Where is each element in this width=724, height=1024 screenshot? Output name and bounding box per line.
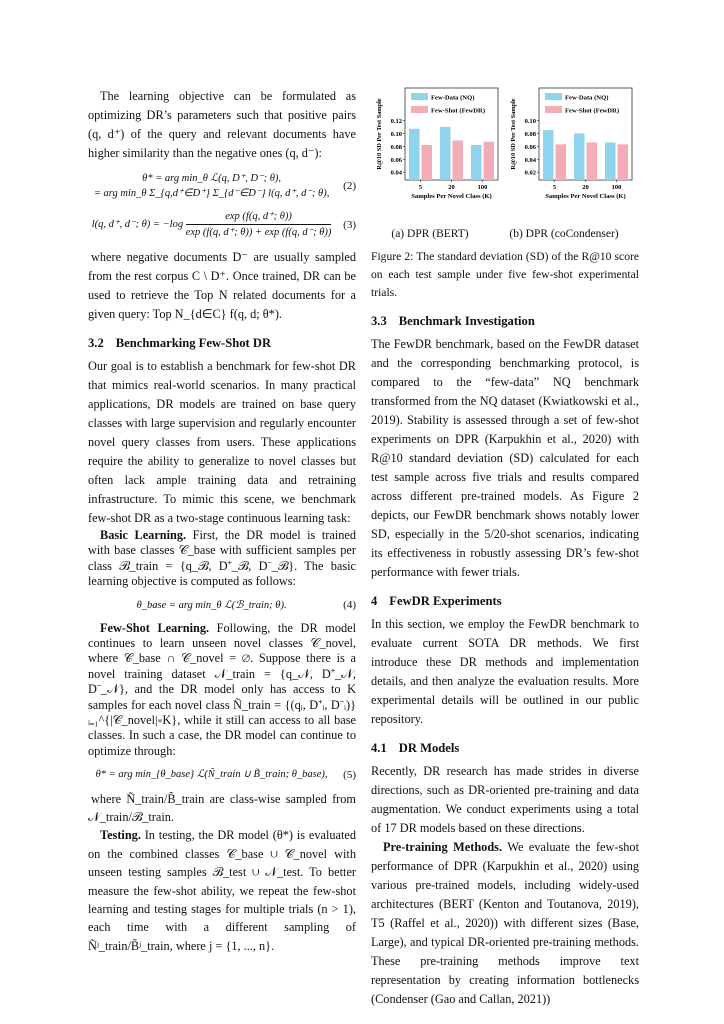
equation-4-number: (4) bbox=[343, 599, 356, 612]
equation-5-number: (5) bbox=[343, 768, 356, 781]
y-tick-label: 0.04 bbox=[390, 169, 402, 177]
section-number: 3.3 bbox=[371, 314, 387, 328]
section-4-1-heading bbox=[371, 741, 639, 756]
benchmark-investigation-paragraph: The FewDR benchmark, based on the FewDR dataset and the corresponding benchmarking protocol, is compared to the “few-data” NQ benchmark transformed from the NQ dataset (Kwiatkowski et al., 2019). Stability is assessed through a set of few-shot experiments on DPR (Karpukhin et al., 2020) with R@10 standard deviation (SD) calculated for each test sample across five trials and results compared across different pre-trained models. As Figure 2 depicts, our FewDR benchmark shows notably lower SD, especially in the 5/20-shot scenarios, indicating its effectiveness in robustly assessing DR’s few-shot performance with fewer trials. bbox=[371, 337, 639, 579]
goal-paragraph: Our goal is to establish a benchmark for few-shot DR that mimics real-world scenarios. In many practical applications, DR models are trained on base query classes with large supervision and regularly encounter novel query classes from users. These applications require the ability to generalize to novel classes but often lack ample training data and retraining infrastructure. To mimic this scene, we benchmark few-shot DR as a two-stage continuous learning task: bbox=[88, 359, 356, 525]
experiments-intro-paragraph: In this section, we employ the FewDR benchmark to evaluate current SOTA DR methods. We first introduce these DR methods and implementation details, and then analyze the evaluation results. More experimental details will be outlined in our public repository. bbox=[371, 617, 639, 726]
testing-paragraph bbox=[88, 826, 356, 955]
bar-few-shot-fewdr--100 bbox=[618, 144, 629, 180]
x-axis-label: Samples Per Novel Class (K) bbox=[411, 193, 492, 200]
subfigure-caption-b: (b) DPR (coCondenser) bbox=[509, 228, 619, 240]
few-shot-learning-paragraph bbox=[88, 621, 356, 760]
subfigure-captions bbox=[371, 228, 639, 240]
y-axis-label: R@10 SD Per Test Sample bbox=[376, 98, 383, 170]
section-title: FewDR Experiments bbox=[389, 594, 502, 608]
pretraining-methods-text: We evaluate the few-shot performance of DPR (Karpukhin et al., 2020) using various pre-trained models, including widely-used architectures (BERT (Kenton and Toutanova, 2019), T5 (Raffel et al., 2020)) with different sizes (Base, Large), and typical DR-oriented pre-training methods. These pre-training methods improve text representation by creating information bottlenecks (Condenser (Gao and Callan, 2021)) bbox=[371, 840, 639, 1006]
equation-4 bbox=[88, 598, 356, 613]
testing-heading: Testing. bbox=[100, 828, 141, 843]
figure-2 bbox=[371, 84, 639, 224]
subfigure-caption-a: (a) DPR (BERT) bbox=[391, 228, 469, 240]
equation-3-denominator: exp (f(q, d⁺; θ)) + exp (f(q, d⁻; θ)) bbox=[185, 227, 332, 238]
y-tick-label: 0.08 bbox=[390, 143, 402, 151]
section-4-heading bbox=[371, 594, 639, 609]
x-tick-label: 100 bbox=[477, 184, 488, 191]
left-column bbox=[88, 87, 356, 955]
basic-learning-heading: Basic Learning. bbox=[100, 528, 187, 542]
equation-2-body bbox=[88, 171, 335, 201]
legend-swatch bbox=[545, 93, 562, 100]
legend-swatch bbox=[545, 106, 562, 113]
right-column bbox=[371, 84, 639, 1009]
bar-chart-dpr-bert bbox=[371, 84, 505, 209]
figure-2-caption: Figure 2: The standard deviation (SD) of the R@10 score on each test sample under five few-shot experimental trials. bbox=[371, 250, 639, 299]
testing-text: In testing, the DR model (θ*) is evaluated on the combined classes 𝒞_base ∪ 𝒞_novel with unseen testing samples ℬ_test ∪ 𝒩_test. To better measure the few-shot ability, we repeat the few-shot learning and testing stages for multiple trials (n > 1), each time with a different sampling of Ñʲ_train/B̃ʲ_train, where j = {1, ..., n}. bbox=[88, 828, 356, 953]
bar-few-shot-fewdr--20 bbox=[587, 142, 598, 180]
x-tick-label: 100 bbox=[611, 184, 622, 191]
x-tick-label: 5 bbox=[418, 184, 423, 191]
y-tick-label: 0.02 bbox=[524, 169, 536, 177]
y-tick-label: 0.10 bbox=[390, 130, 402, 138]
equation-2-line2: = arg min_θ Σ_{q,d⁺∈D⁺} Σ_{d⁻∈D⁻} l(q, d⁺, d⁻; θ), bbox=[93, 188, 330, 199]
legend-label: Few-Data (NQ) bbox=[565, 94, 609, 102]
section-title: Benchmark Investigation bbox=[398, 314, 535, 328]
pretraining-methods-paragraph bbox=[371, 838, 639, 1009]
y-tick-label: 0.06 bbox=[390, 156, 402, 164]
equation-4-body: θ_base = arg min_θ ℒ(ℬ_train; θ). bbox=[136, 599, 287, 611]
x-tick-label: 20 bbox=[582, 184, 589, 191]
bar-few-shot-fewdr--100 bbox=[484, 142, 495, 180]
dr-models-paragraph: Recently, DR research has made strides in diverse directions, such as DR-oriented pre-training and data augmentation. We conduct experiments using a total of 17 DR models based on these directions. bbox=[371, 764, 639, 835]
bar-few-shot-fewdr--5 bbox=[422, 145, 433, 180]
negative-docs-paragraph: where negative documents D⁻ are usually sampled from the rest corpus C \ D⁺. Once trained, DR can be used to retrieve the Top N related documents for a given query: Top N_{d∈C} f(q, d; θ*). bbox=[88, 250, 356, 321]
y-axis-label: R@10 SD Per Test Sample bbox=[510, 98, 517, 170]
equation-3-body bbox=[88, 209, 335, 240]
equation-3-lhs: l(q, d⁺, d⁻; θ) = −log bbox=[91, 219, 184, 230]
section-3-3-heading bbox=[371, 314, 639, 329]
bar-chart-dpr-cocondenser bbox=[505, 84, 639, 209]
section-number: 4 bbox=[371, 594, 378, 608]
basic-learning-text: First, the DR model is trained with base classes 𝒞_base with sufficient samples per class ℬ_train = {q_ℬ, D⁺_ℬ, D⁻_ℬ}. The basic learning objective is computed as follows: bbox=[88, 528, 356, 589]
section-title: Benchmarking Few-Shot DR bbox=[115, 336, 272, 350]
bar-few-data-nq--5 bbox=[543, 130, 554, 180]
legend-swatch bbox=[411, 93, 428, 100]
section-3-2-heading bbox=[88, 336, 356, 351]
legend-label: Few-Shot (FewDR) bbox=[431, 107, 486, 115]
bar-few-data-nq--20 bbox=[440, 127, 451, 180]
x-tick-label: 5 bbox=[552, 184, 557, 191]
equation-5-body: θ* = arg min_{θ_base} ℒ(Ñ_train ∪ B̃_train; θ_base), bbox=[95, 769, 328, 781]
bar-few-data-nq--100 bbox=[471, 145, 482, 180]
bar-few-shot-fewdr--5 bbox=[556, 144, 567, 180]
equation-2-line1: θ* = arg min_θ ℒ(q, D⁺, D⁻; θ), bbox=[142, 173, 281, 184]
equation-5 bbox=[88, 767, 356, 782]
sampling-paragraph: where Ñ_train/B̃_train are class-wise sampled from 𝒩_train/ℬ_train. bbox=[88, 792, 356, 825]
x-tick-label: 20 bbox=[448, 184, 455, 191]
pretraining-methods-heading: Pre-training Methods. bbox=[383, 840, 503, 854]
bar-few-data-nq--20 bbox=[574, 133, 585, 180]
y-tick-label: 0.06 bbox=[524, 143, 536, 151]
section-title: DR Models bbox=[398, 741, 460, 755]
bar-few-data-nq--100 bbox=[605, 142, 616, 180]
few-shot-learning-heading: Few-Shot Learning. bbox=[100, 620, 210, 635]
y-tick-label: 0.12 bbox=[390, 117, 402, 125]
bar-few-shot-fewdr--20 bbox=[453, 140, 464, 180]
section-number: 4.1 bbox=[371, 741, 387, 755]
legend-swatch bbox=[411, 106, 428, 113]
x-axis-label: Samples Per Novel Class (K) bbox=[545, 193, 626, 200]
equation-3-numerator: exp (f(q, d⁺; θ)) bbox=[186, 209, 332, 225]
basic-learning-paragraph bbox=[88, 528, 356, 590]
bar-few-data-nq--5 bbox=[409, 129, 420, 180]
y-tick-label: 0.10 bbox=[524, 117, 536, 125]
y-tick-label: 0.04 bbox=[524, 156, 536, 164]
legend-label: Few-Shot (FewDR) bbox=[565, 107, 620, 115]
y-tick-label: 0.08 bbox=[524, 130, 536, 138]
legend-label: Few-Data (NQ) bbox=[431, 94, 475, 102]
objective-paragraph: The learning objective can be formulated as optimizing DR’s parameters such that positive pairs (q, d⁺) of the query and relevant documents have higher similarity than the negative ones (q, d⁻): bbox=[88, 89, 356, 160]
equation-2-number: (2) bbox=[343, 180, 356, 192]
few-shot-learning-text: Following, the DR model continues to learn unseen novel classes 𝒞_novel, where 𝒞_base ∩ 𝒞_novel = ∅. Suppose there is a novel training dataset 𝒩_train = {q_𝒩, D⁺_𝒩, D⁻_𝒩}, and the DR model only has access to K samples for each novel class Ñ_train = {(qᵢ, D⁺ᵢ, D⁻ᵢ)}ᵢ₌₁^{|𝒞_novel|∗K}, while it still can access to all base classes. In such a case, the DR model can continue to optimize through: bbox=[88, 620, 356, 758]
equation-3 bbox=[88, 209, 356, 240]
equation-3-number: (3) bbox=[343, 218, 356, 231]
section-number: 3.2 bbox=[88, 336, 104, 350]
equation-2 bbox=[88, 171, 356, 201]
